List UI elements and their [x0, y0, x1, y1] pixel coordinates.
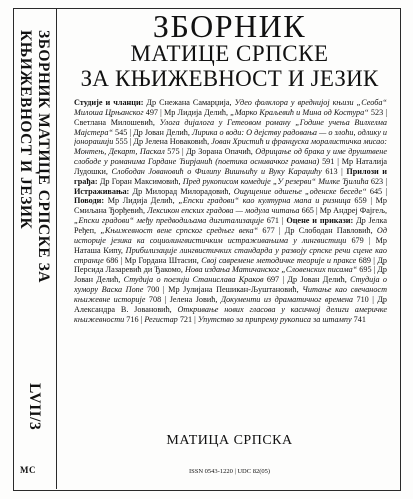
article-title: Лексикон епских градова — модула читања [147, 206, 300, 216]
article-title: Откривање нових гласова у касичној делиги америчке књижевности [74, 304, 387, 324]
title-line-3: ЗА КЊИЖЕВНОСТ И ЈЕЗИК [80, 66, 379, 91]
article-title: Од историје језика ка социолингвистичким истраживањима у лингвистици [74, 225, 387, 245]
article-title: Документи из драматичног времена [220, 294, 354, 304]
section-heading: Поводи: [74, 196, 105, 206]
article-title: „Епски градови“ међу предводиљама дигитализације [74, 216, 264, 226]
spine-title: ЗБОРНИК МАТИЦЕ СРПСКЕ ЗА КЊИЖЕВНОСТ И ЈЕЗИК [17, 30, 52, 283]
article-title: Слободан Јовановић о Филипу Вишњићу и Вуку Караџићу [111, 166, 322, 176]
article-title: Свој савремене методичке теорије и праксе [201, 255, 357, 265]
spine-volume: LVII/3 [26, 382, 43, 430]
article-title: Удео фолклора у вреднијој књизи „Сеоба“ Милоша Црњанског [74, 98, 387, 117]
article-title: Упутство за припрему рукописа за штампу [197, 314, 352, 324]
article-title: „Марко Краљевић и Мина од Костура“ [230, 107, 369, 117]
article-title: Нова издања Матичанског „Словенских писама“ [184, 265, 358, 275]
article-title: Лирика о води: О дејству радовања — о злоћи, одлику и јонорашији [74, 127, 387, 147]
section-heading: Истраживања: [74, 186, 130, 196]
section-heading: Студије и чланци: [74, 98, 144, 107]
article-title: Ощущение одшење „оденске беседе“ [233, 186, 367, 196]
article-title: Регистар [144, 314, 178, 324]
spine-divider [56, 8, 57, 489]
section-heading: Прилози и грађа: [74, 166, 387, 186]
article-title: Јован Христић и француска моралистичка мисао: Монтењ, Декарт, Паскал [74, 137, 387, 157]
table-of-contents: Студије и чланци: Др Снежана Самарџија, Удео фолклора у вреднијој књизи „Сеоба“ Милоша Црњанског 497 | Мр Лидија Делић, „Марко Краљевић и Мина од Костура“ 523 | Светлана Милошевић, Улога дијалога у Гетеовом роману „Године учења Вилхелма Мајстера“ 545 | Др Јован Делић, Лирика о води: О дејству радовања — о злоћи, одлику и јонорашији 555 | Др Јелена Новаковић, Јован Христић и француска моралистичка мисао: Монтењ, Декарт, Паскал 575 | Др Зорана Опачић, Одрицање од брака у име друштвене слободе у романима Гордане Ћирјанић (поетика оснивачког романа) 591 | Мр Наталија Лудошки, Слободан Јовановић о Филипу Вишњићу и Вуку Караџићу 613 | Прилози и грађа: Др Горан Максимовић, Пред рукописом комедије „У резерви“ Милке Ђилића 623 | Истраживања: Др Милорад Милорадовић, Ощущение одшење „оденске беседе“ 645 | Поводи: Мр Лидија Делић, „Епски градови“ као културна мапа и ризница 659 | Мр Смиљана Ђорђевић, Лексикон епских градова — модула читања 665 | Мр Андреј Фајгељ, „Епски градови“ међу предводиљама дигитализације 671 | Оцене и прикази: Др Јелка Ређеп, „Књижевност вене српског средњег века“ 677 | Др Слободан Павловић, Од историје језика ка социолингвистичким истраживањима у лингвистици 679 | Мр Наташа Кипу, Прибилизације лингвистичких стандарда у развоју српске речи сцене као странце 686 | Мр Гордана Штасин, Свој савремене методичке теорије и праксе 689 | Др Персида Лазаревић ди Ђакомо, Нова издања Матичанског „Словенских писама“ 695 | Др Јован Делић, Студија о поезији Станислава Краков 697 | Др Јован Делић, Студија о хумору Васка Попе 700 | Мр Јулијана Пешикан-Љуштановић, Читање као свечаност књижевне историје 708 | Јелена Јовић, Документи из драматичног времена 710 | Др Александра В. Јовановић, Откривање нових гласова у касичној делиги америчке књижевности 716 | Регистар 721 | Упутство за припрему рукописа за штампу 741 [74, 98, 387, 324]
article-title: Улога дијалога у Гетеовом роману „Године учења Вилхелма Мајстера“ [74, 117, 387, 137]
spine [17, 30, 51, 430]
article-title: Пред рукописом комедије „У резерви“ Милке Ђилића [182, 176, 369, 186]
article-title: Прибилизације лингвистичких стандарда у развоју српске речи сцене као странце [74, 245, 387, 265]
article-title: „Епски градови“ као културна мапа и ризница [178, 196, 351, 206]
title-line-1: ЗБОРНИК [152, 8, 307, 44]
article-title: Студија о хумору Васка Попе [74, 275, 387, 295]
article-title: Читање као свечаност књижевне историје [74, 285, 387, 304]
publisher-name: МАТИЦА СРПСКА [166, 433, 293, 448]
article-title: „Књижевност вене српског средњег века“ [100, 225, 259, 235]
article-title: Студија о поезији Станислава Краков [123, 275, 264, 285]
section-heading: Оцене и прикази: [286, 216, 354, 226]
issn-udc: ISSN 0543-1220 | UDC 82(05) [188, 468, 271, 475]
title-line-2: МАТИЦЕ СРПСКЕ [130, 41, 329, 66]
spine-logo: МС [20, 465, 36, 475]
article-title: Одрицање од брака у име друштвене слободе у романима Гордане Ћирјанић (поетика оснивачког романа) [74, 147, 387, 167]
